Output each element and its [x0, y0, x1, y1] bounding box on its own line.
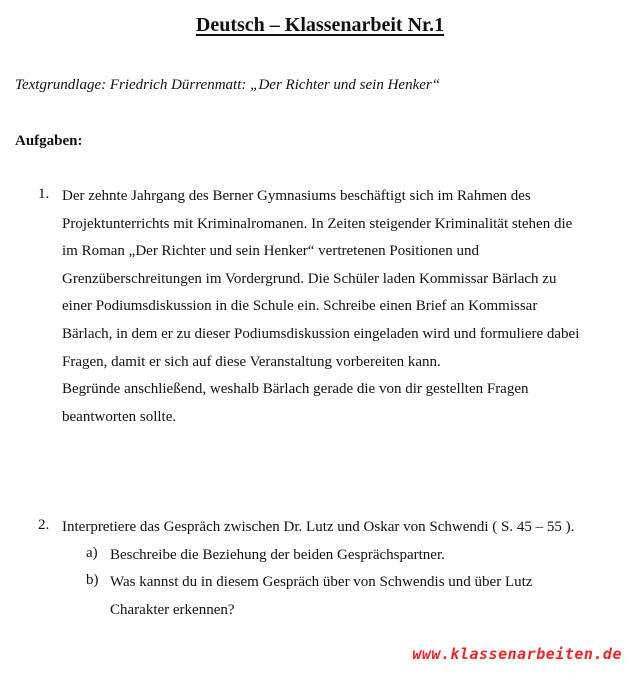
task-1-line: im Roman „Der Richter und sein Henker“ vertretenen Positionen und: [62, 243, 479, 260]
task-1: [38, 186, 630, 434]
task-1-line: Begründe anschließend, weshalb Bärlach gerade die von dir gestellten Fragen: [62, 381, 529, 398]
task-number: 1.: [38, 186, 50, 202]
task-1-line: Projektunterrichts mit Kriminalromanen. In Zeiten steigender Kriminalität stehen die: [62, 215, 573, 232]
task-1-body: [62, 186, 630, 434]
page-title: Deutsch – Klassenarbeit Nr.1: [195, 14, 445, 36]
subtask-line: Charakter erkennen?: [110, 601, 235, 618]
text-source-line: Textgrundlage: Friedrich Dürrenmatt: „Der Richter und sein Henker“: [15, 77, 441, 93]
task-2-text: Interpretiere das Gespräch zwischen Dr. Lutz und Oskar von Schwendi ( S. 45 – 55 ).: [62, 519, 575, 535]
subtask-letter: b): [86, 572, 99, 589]
task-number: 2.: [38, 517, 50, 533]
subtask-line: Was kannst du in diesem Gespräch über von Schwendis und über Lutz: [110, 574, 533, 591]
subtask-a: [86, 545, 630, 573]
subtask-letter: a): [86, 544, 98, 561]
subtask-line: Beschreibe die Beziehung der beiden Gesprächspartner.: [110, 546, 445, 563]
subtask-b: [86, 572, 630, 627]
task-1-line: Fragen, damit er sich auf diese Veranstaltung vorbereiten kann.: [62, 353, 441, 370]
task-1-line: beantworten sollte.: [62, 408, 177, 425]
task-1-line: Bärlach, in dem er zu dieser Podiumsdiskussion eingeladen wird und formuliere dabei: [62, 325, 580, 342]
task-1-line: einer Podiumsdiskussion in die Schule ein. Schreibe einen Brief an Kommissar: [62, 298, 538, 315]
task-1-line: Der zehnte Jahrgang des Berner Gymnasiums beschäftigt sich im Rahmen des: [62, 188, 531, 204]
watermark-logo: www.klassenarbeiten.de: [412, 645, 622, 663]
task-2: [38, 517, 630, 627]
task-1-line: Grenzüberschreitungen im Vordergrund. Die Schüler laden Kommissar Bärlach zu: [62, 270, 557, 287]
task-2-body: [62, 517, 630, 627]
tasks-heading: Aufgaben:: [15, 133, 83, 149]
